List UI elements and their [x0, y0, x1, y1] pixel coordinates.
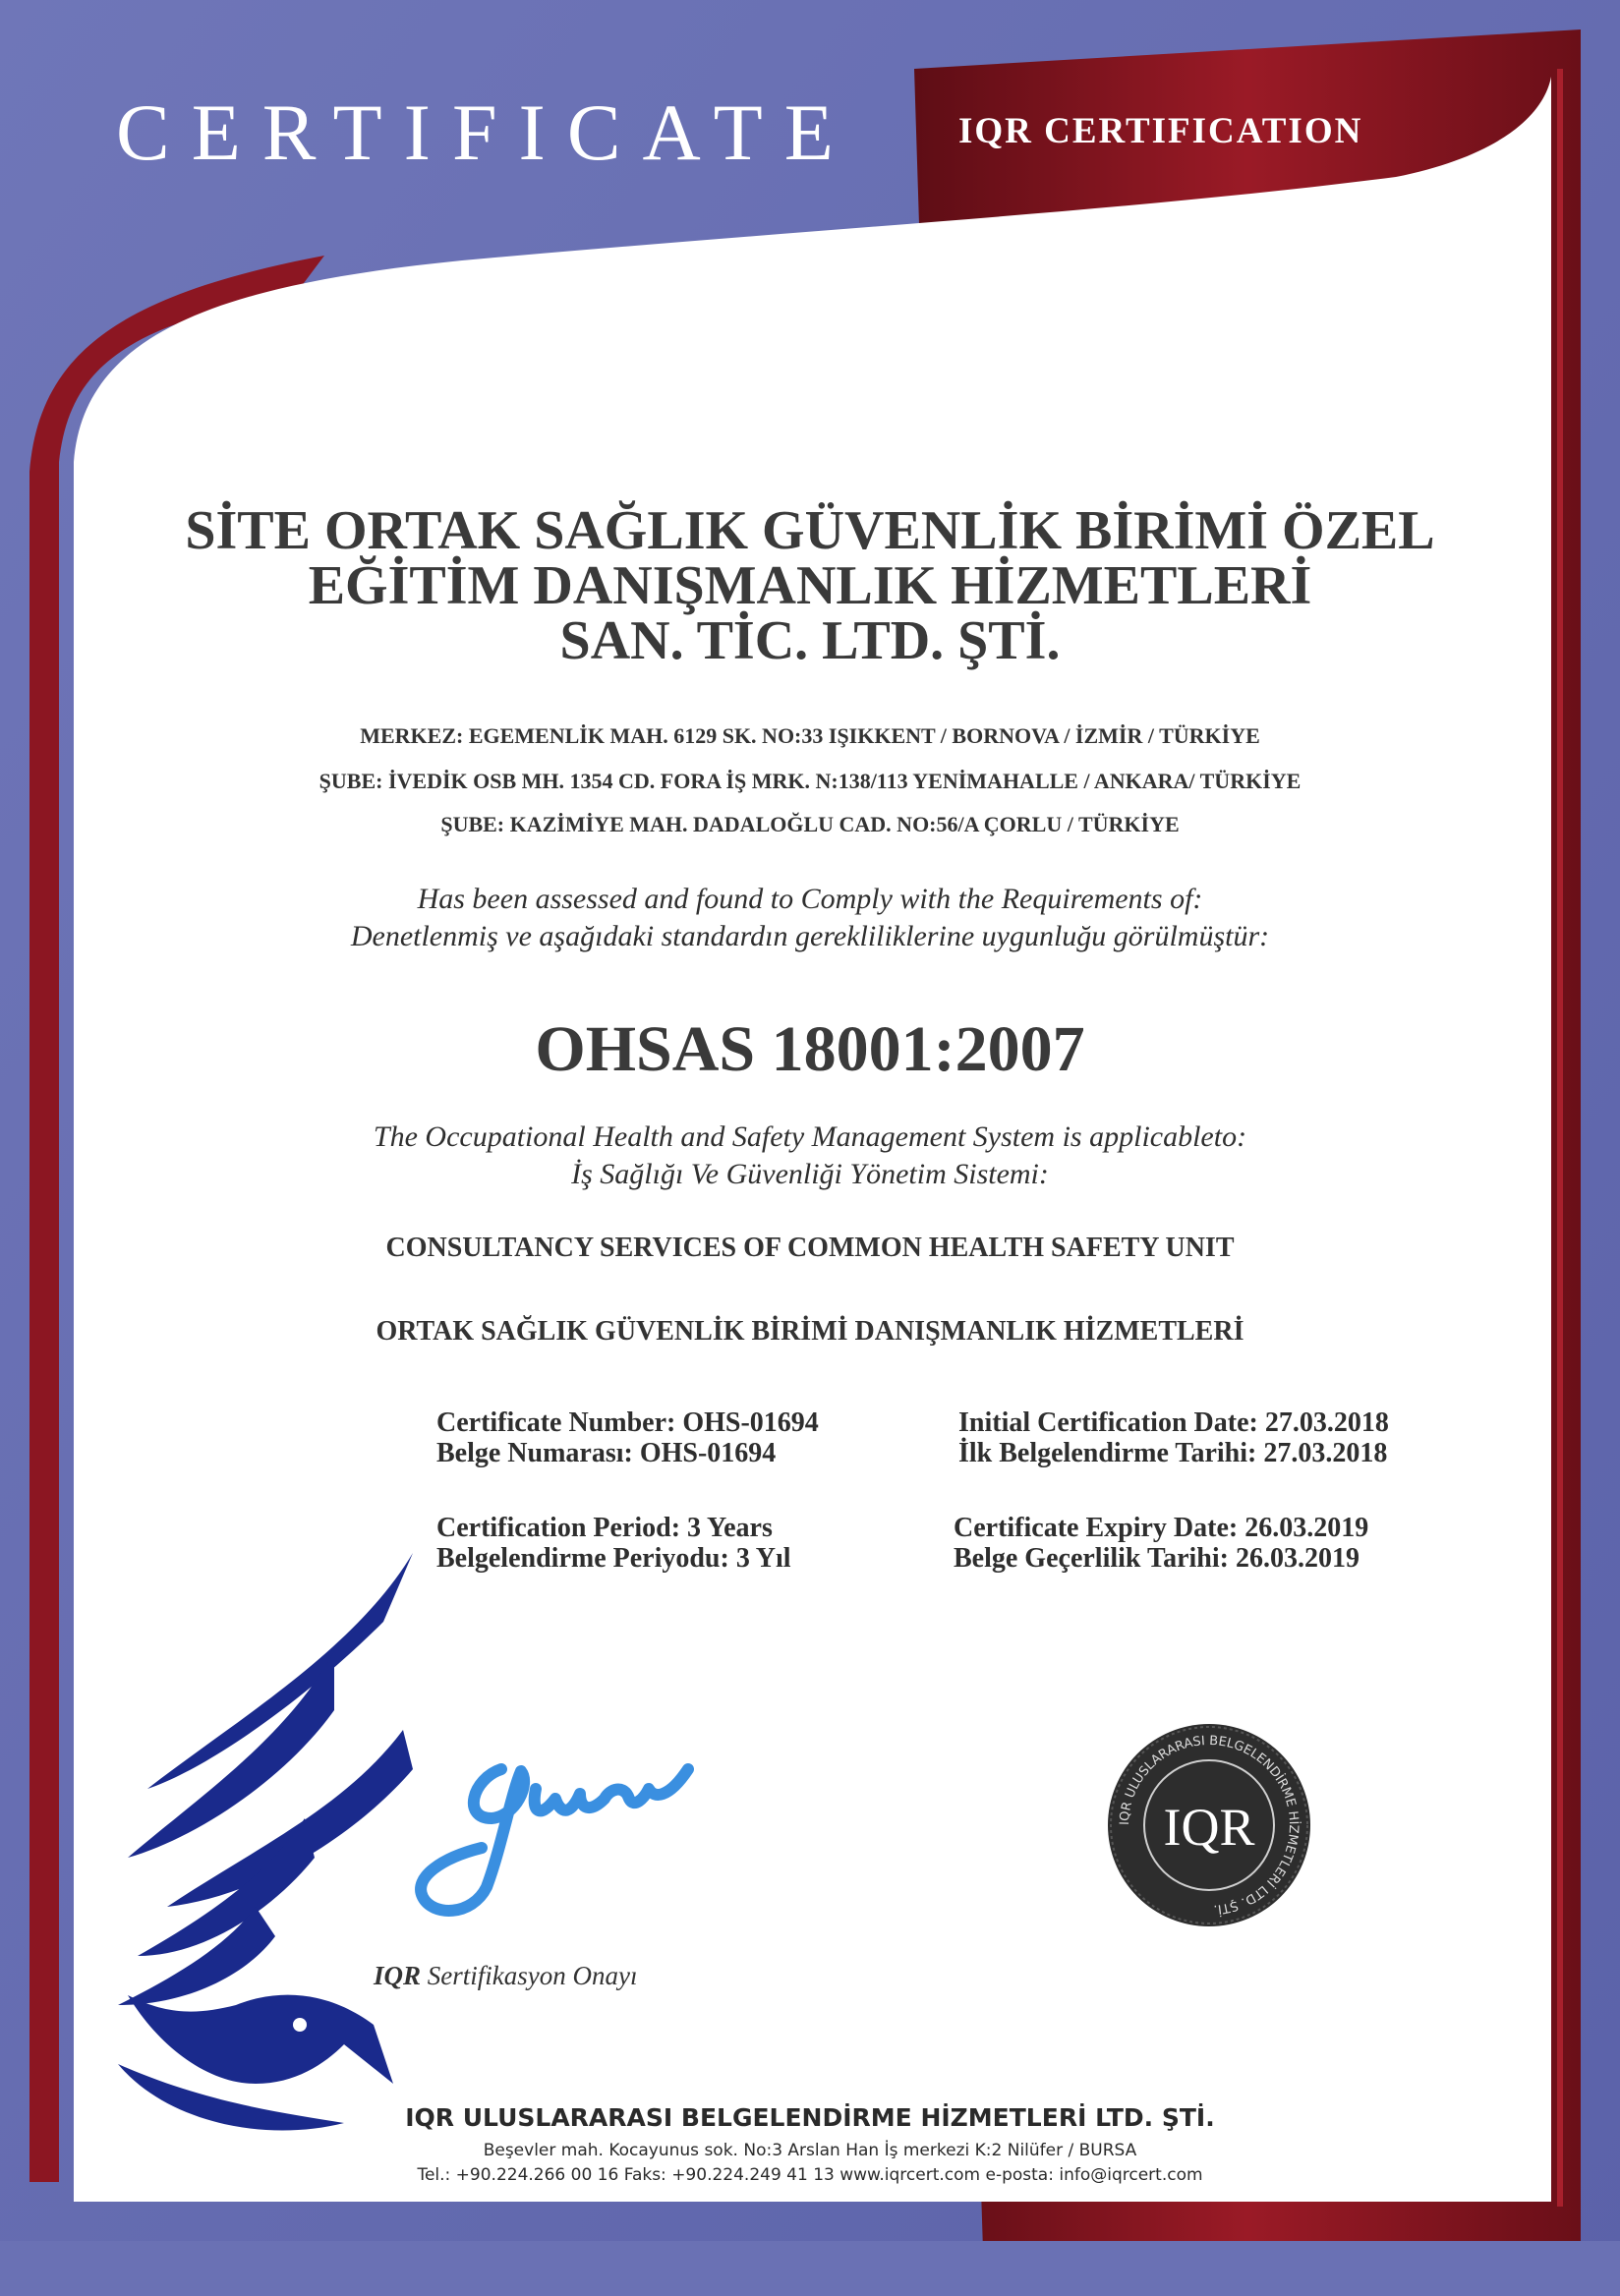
certificate-number-block — [436, 1407, 819, 1468]
period-tr: Belgelendirme Periyodu: 3 Yıl — [436, 1543, 791, 1574]
iqr-seal — [1106, 1722, 1312, 1928]
signature-caption — [374, 1961, 637, 1991]
expiry-en: Certificate Expiry Date: 26.03.2019 — [954, 1513, 1369, 1543]
system-en: The Occupational Health and Safety Management System is applicableto: — [373, 1120, 1247, 1153]
issuer-banner: IQR CERTIFICATION — [958, 111, 1363, 151]
company-name-line: EĞİTİM DANIŞMANLIK HİZMETLERİ — [308, 555, 1312, 616]
initial-date-tr: İlk Belgelendirme Tarihi: 27.03.2018 — [958, 1438, 1388, 1468]
scope-tr: ORTAK SAĞLIK GÜVENLİK BİRİMİ DANIŞMANLIK HİZMETLERİ — [376, 1316, 1244, 1347]
standard-name: OHSAS 18001:2007 — [535, 1013, 1085, 1085]
company-name-line: SİTE ORTAK SAĞLIK GÜVENLİK BİRİMİ ÖZEL — [185, 500, 1435, 561]
requirements-en: Has been assessed and found to Comply with the Requirements of: — [417, 883, 1203, 915]
certificate-title: CERTIFICATE — [116, 87, 855, 177]
certificate-number-en: Certificate Number: OHS-01694 — [436, 1407, 819, 1438]
certificate-number-tr: Belge Numarası: OHS-01694 — [436, 1438, 777, 1468]
seal-ring-text: IQR ULUSLARARASI BELGELENDİRME HİZMETLERİ LTD. ŞTİ. — [1117, 1733, 1302, 1917]
initial-date-en: Initial Certification Date: 27.03.2018 — [958, 1407, 1389, 1438]
scope-en: CONSULTANCY SERVICES OF COMMON HEALTH SAFETY UNIT — [385, 1233, 1235, 1263]
footer-company: IQR ULUSLARARASI BELGELENDİRME HİZMETLERİ LTD. ŞTİ. — [405, 2103, 1215, 2132]
period-block — [436, 1513, 791, 1574]
signature-caption-text: Sertifikasyon Onayı — [427, 1961, 638, 1990]
address-branch-corlu: ŞUBE: KAZİMİYE MAH. DADALOĞLU CAD. NO:56/A ÇORLU / TÜRKİYE — [440, 812, 1180, 836]
requirements-tr: Denetlenmiş ve aşağıdaki standardın gerekliliklerine uygunluğu görülmüştür: — [350, 920, 1270, 952]
seal-center-text: IQR — [1163, 1798, 1255, 1857]
signature — [393, 1700, 786, 1946]
address-headquarters: MERKEZ: EGEMENLİK MAH. 6129 SK. NO:33 IŞIKKENT / BORNOVA / İZMİR / TÜRKİYE — [360, 723, 1260, 748]
expiry-tr: Belge Geçerlilik Tarihi: 26.03.2019 — [954, 1543, 1360, 1574]
company-name-line: SAN. TİC. LTD. ŞTİ. — [559, 610, 1061, 671]
initial-date-block — [958, 1407, 1389, 1468]
footer-contact: Tel.: +90.224.266 00 16 Faks: +90.224.249 41 13 www.iqrcert.com e-posta: info@iqrcert.com — [417, 2165, 1203, 2185]
expiry-block — [954, 1513, 1368, 1574]
period-en: Certification Period: 3 Years — [436, 1513, 773, 1543]
system-tr: İş Sağlığı Ve Güvenliği Yönetim Sistemi: — [571, 1158, 1049, 1190]
company-name — [0, 500, 1620, 671]
footer-address: Beşevler mah. Kocayunus sok. No:3 Arslan Han İş merkezi K:2 Nilüfer / BURSA — [483, 2141, 1137, 2160]
address-branch-ankara: ŞUBE: İVEDİK OSB MH. 1354 CD. FORA İŞ MRK. N:138/113 YENİMAHALLE / ANKARA/ TÜRKİYE — [318, 769, 1302, 793]
signature-caption-brand: IQR — [374, 1961, 422, 1990]
